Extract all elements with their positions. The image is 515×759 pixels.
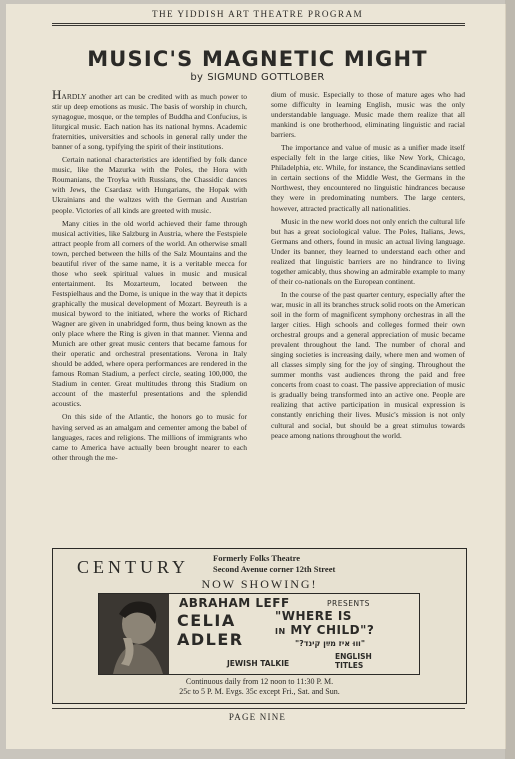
left-paragraph xyxy=(52,219,247,410)
right-column xyxy=(271,90,465,444)
star-last-name: ADLER xyxy=(177,630,244,649)
english-line-1: ENGLISH xyxy=(335,652,372,661)
left-paragraph xyxy=(52,155,247,215)
right-paragraph: In the course of the past quarter century, especially after the war, music in all its branches struck solid roots on the American soil in the form of magnificent symphony orchestras in all the larger cities. High schools and colleges formed their own orchestral groups and a general appreciation of music became prevalent throughout the land. The number of choral and singing societies is increasing daily, where men and women of all classes simply sing for the joy of singing. Throughout the summer months vast audiences throng the paid and free concerts from coast to coast. The passive appreciation of music is gradually being transformed into an active one. People are realizing that active participation in musical expression is constantly enriching their lives. Music's mission is not only cultural and social, but should be a great stimulus towards peace among nations throughout the world. xyxy=(271,289,465,440)
byline xyxy=(0,72,515,83)
header-rule xyxy=(52,23,465,24)
binding-edge xyxy=(505,0,515,759)
paragraph-text: Many cities in the old world achieved their fame through musical activities, like Salzburg in Austria, where the Festspiele attract people from all corners of the world. An otherwise small town, perched between the hills of the Salz Mountains and the beautiful river of the same name, it is a veritable mecca for those who seek spiritual values in music and musical entertainment. Its Mozarteum, located between the Festspielhaus and the Dome, is unique in the way that it depicts graphically the musical development of Mozart. Beyreuth is a musical byword to the initiated, where the works of Richard Wagner are given in unabridged form, thus being known as the only place where the Ring is given in that manner. Vienna and Munich are other great music centers that became famous for their operatic and orchestral presentations. Verona in Italy should be added, where opera performances are rendered in the famous Roman Stadium, a perfect circle, seating 100,000, the Stadium in center. Great multitudes throng this Stadium on account of the masterful presentations and the splendid acoustics. xyxy=(52,218,247,409)
film-poster xyxy=(98,593,420,675)
film-title-line-1: "WHERE IS xyxy=(275,609,352,623)
drop-cap: H xyxy=(52,87,62,102)
in-word: IN xyxy=(275,627,286,636)
jewish-talkie-label: JEWISH TALKIE xyxy=(227,659,290,668)
formerly-line: Formerly Folks Theatre xyxy=(213,553,301,563)
footer-rule xyxy=(52,708,465,709)
producer-name: ABRAHAM LEFF xyxy=(179,596,290,610)
presents-label: PRESENTS xyxy=(327,599,370,608)
left-paragraph xyxy=(52,87,247,152)
paragraph-text: Certain national characteristics are identified by folk dance music, like the Mazurka with the Poles, the Hora with Roumanians, the Troyka with Russians, the Chassidic dances with Jews, the Csardasz with Hungarians, the Hopak with Ukrainians and the waltzes with the German and Austrian people. Victories of all kinds are greeted with music. xyxy=(52,155,247,215)
left-column xyxy=(52,87,247,466)
century-theatre-ad xyxy=(52,548,467,704)
film-title xyxy=(275,609,374,639)
english-titles-label xyxy=(335,652,372,670)
showtimes xyxy=(53,677,466,697)
celia-adler-portrait xyxy=(99,594,169,674)
film-title-line-2: MY CHILD"? xyxy=(290,623,375,637)
now-showing: NOW SHOWING! xyxy=(201,577,318,591)
address-line: Second Avenue corner 12th Street xyxy=(213,564,336,574)
right-paragraph: The importance and value of music as a unifier made itself especially felt in the large cities, like New York, Chicago, Philadelphia, etc. While, for instance, the Scandinavians settled in certain sections of the Middle West, the Germans in the Northwest, they encountered no linguistic hindrances because they were in predominating numbers. The large centers, however, attracted practically all nationalities. xyxy=(271,143,465,213)
english-line-2: TITLES xyxy=(335,661,364,670)
prices-line: 25c to 5 P. M. Evgs. 35c except Fri., Sat. and Sun. xyxy=(179,687,340,696)
paragraph-text: ARDLY another art can be credited with as much power to stir up deep emotions as music. The basis of worship in church, synagogue, mosque, or the temples of Buddha and Confucius, is liturgical music. Each nation has its national hymns. Academic fraternities, universities and schools in general rally under the banner of a song, typifying the spirit of their institutions. xyxy=(52,92,247,152)
article-title: MUSIC'S MAGNETIC MIGHT xyxy=(87,47,428,71)
right-paragraph: Music in the new world does not only enrich the cultural life but has a great sociological value. The Poles, Italians, Jews, Germans and others, found in music an actual living language. Under its banner, they learned to understand each other and realized that linguistic barriers are no hindrance to living together amicably, thus showing an admirable example to many of their co-nationals on the European continent. xyxy=(271,216,465,286)
star-name xyxy=(177,611,244,649)
right-paragraph: dium of music. Especially to those of mature ages who had some difficulty in learning English, music was the only understandable language. Music made them realize that all mankind is one brotherhood, eliminating linguistic and racial barriers. xyxy=(271,90,465,140)
continuous-line: Continuous daily from 12 noon to 11:30 P. M. xyxy=(185,677,334,686)
header-rule-2 xyxy=(52,25,465,26)
theatre-address-block xyxy=(213,553,335,575)
left-paragraph xyxy=(52,412,247,462)
star-first-name: CELIA xyxy=(177,611,236,630)
yiddish-title: "װוּ איז מײַן קינד?" xyxy=(295,639,366,648)
theatre-name: CENTURY xyxy=(77,557,190,577)
running-header: THE YIDDISH ART THEATRE PROGRAM xyxy=(151,9,364,19)
page-number: PAGE NINE xyxy=(228,712,287,722)
byline-author: SIGMUND GOTTLOBER xyxy=(207,72,325,83)
paragraph-text: On this side of the Atlantic, the honors go to music for having served as an amalgam and cementer among the babel of languages, races and religions. The millions of immigrants who came to America have actually been brought nearer to each other through the me- xyxy=(52,412,247,462)
byline-by: by xyxy=(190,72,204,83)
